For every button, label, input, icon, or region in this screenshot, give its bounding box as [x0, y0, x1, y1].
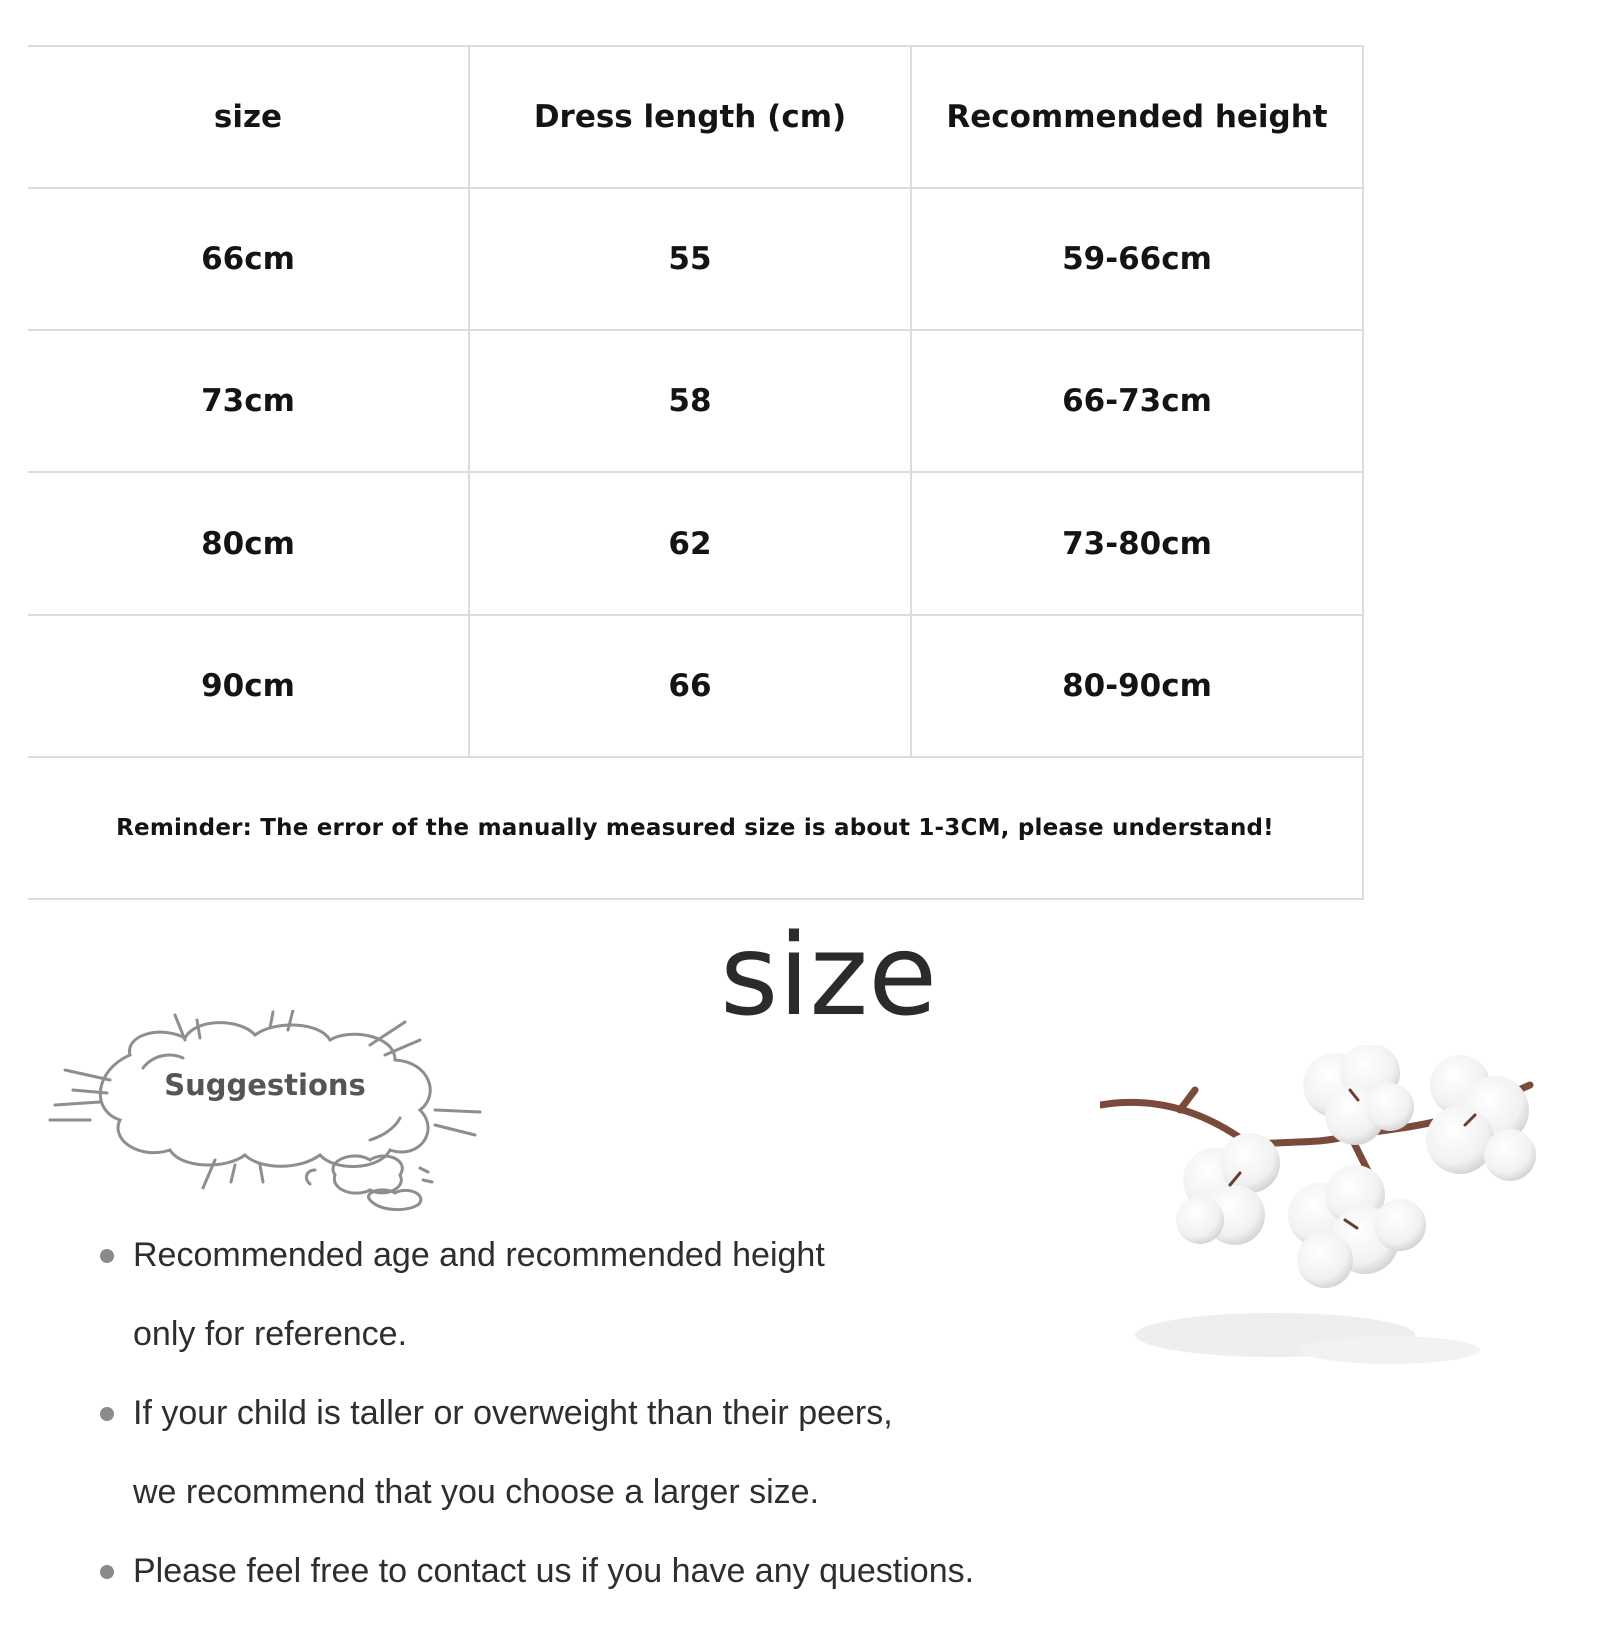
cell-dress-length: 58: [469, 330, 911, 472]
bullet-icon: [100, 1407, 114, 1421]
reminder-row: [28, 757, 1363, 899]
table-row: [28, 472, 1363, 614]
cell-dress-length: 55: [469, 188, 911, 330]
tip-text: we recommend that you choose a larger size.: [133, 1473, 820, 1511]
size-chart-table: [28, 45, 1364, 900]
cell-size: 66cm: [28, 188, 469, 330]
table-row: [28, 330, 1363, 472]
table-header-row: [28, 46, 1363, 188]
table-row: [28, 615, 1363, 757]
cell-size: 73cm: [28, 330, 469, 472]
cell-recommended-height: 59-66cm: [911, 188, 1363, 330]
list-item: [100, 1546, 1160, 1625]
page-title: size: [720, 911, 938, 1041]
bullet-icon: [100, 1565, 114, 1579]
list-item: [100, 1388, 1160, 1546]
tip-text: only for reference.: [133, 1315, 408, 1353]
cell-size: 90cm: [28, 615, 469, 757]
table-row: [28, 188, 1363, 330]
tip-text: If your child is taller or overweight than their peers,: [133, 1394, 893, 1432]
cell-recommended-height: 66-73cm: [911, 330, 1363, 472]
cell-dress-length: 62: [469, 472, 911, 614]
header-dress-length: Dress length (cm): [469, 46, 911, 188]
cotton-bolls-image: [1100, 1045, 1550, 1365]
suggestions-list: [100, 1230, 1160, 1625]
header-size: size: [28, 46, 469, 188]
bullet-icon: [100, 1249, 114, 1263]
cell-dress-length: 66: [469, 615, 911, 757]
cell-recommended-height: 80-90cm: [911, 615, 1363, 757]
tip-text: Please feel free to contact us if you have any questions.: [133, 1552, 975, 1590]
tip-text: Recommended age and recommended height: [133, 1236, 825, 1274]
list-item: [100, 1230, 1160, 1388]
suggestions-cloud-icon: [35, 1010, 505, 1225]
reminder-text: Reminder: The error of the manually measured size is about 1-3CM, please understand!: [28, 757, 1363, 899]
cell-size: 80cm: [28, 472, 469, 614]
header-recommended-height: Recommended height: [911, 46, 1363, 188]
suggestions-badge-label: Suggestions: [164, 1068, 366, 1102]
cell-recommended-height: 73-80cm: [911, 472, 1363, 614]
